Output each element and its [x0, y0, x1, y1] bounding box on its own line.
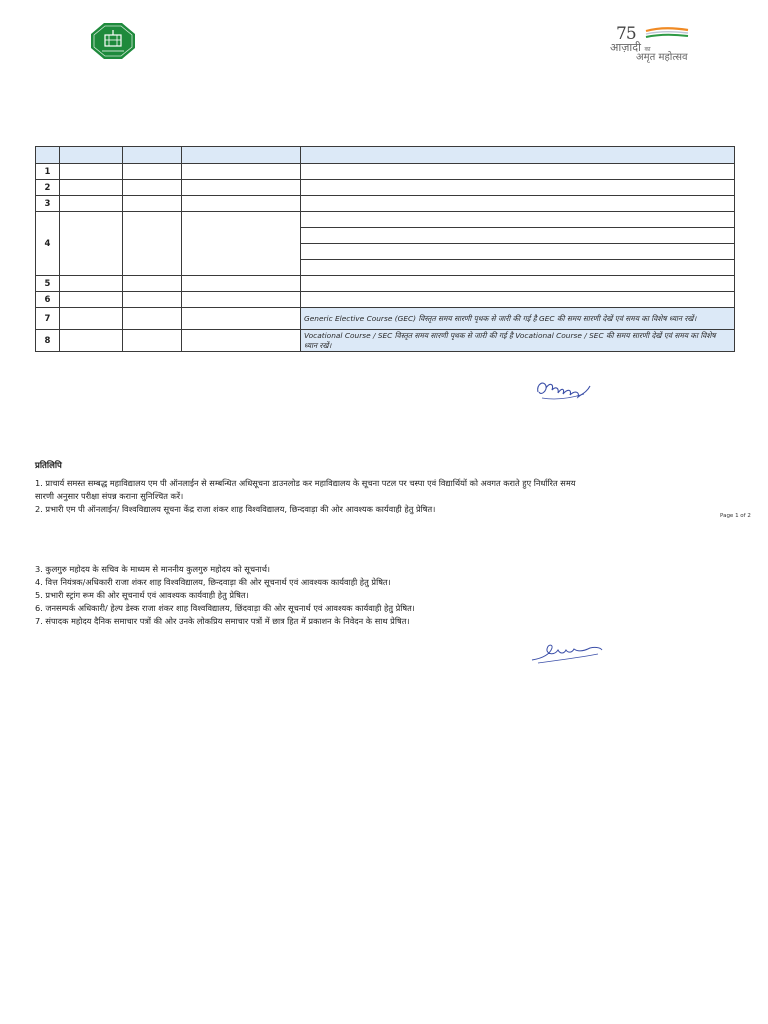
vocational-note: Vocational Course / SEC विस्तृत समय सारणी पृथक से जारी की गई है Vocational Course / SEC की समय सारणी देखें एवं समय का विशेष ध्यान रखें।: [301, 330, 735, 352]
table-row: [36, 196, 735, 212]
table-row: [36, 212, 735, 228]
copy-line: 3. कुलगुरु महोदय के सचिव के माध्यम से माननीय कुलगुरु महोदय को सूचनार्थ।: [35, 564, 271, 574]
row-number: 3: [36, 196, 60, 212]
logo-text-line1: आज़ादी का: [610, 41, 651, 54]
copy-line: 7. संपादक महोदय दैनिक समाचार पत्रों की ओर उनके लोकप्रिय समाचार पत्रों में छात्र हित में प्रकाशन के निवेदन के साथ प्रेषित।: [35, 616, 410, 626]
row-number: 7: [36, 308, 60, 330]
table-row: [36, 276, 735, 292]
header-cell: [182, 147, 301, 164]
exam-schedule-table: [35, 146, 735, 352]
copy-line: 5. प्रभारी स्ट्रांग रूम की ओर सूचनार्थ एवं आवश्यक कार्यवाही हेतु प्रेषित।: [35, 590, 249, 600]
table-row: [36, 330, 735, 352]
page-number: Page 1 of 2: [720, 513, 751, 519]
table-row: [36, 292, 735, 308]
copy-line: सारणी अनुसार परीक्षा संपन्न कराना सुनिश्चित करें।: [35, 491, 184, 501]
copy-heading: प्रतिलिपि: [35, 461, 62, 471]
logo-text-line2: अमृत महोत्सव: [636, 52, 688, 63]
copy-line: 2. प्रभारी एम पी ऑनलाईन/ विश्वविद्यालय सूचना केंद्र राजा शंकर शाह विश्वविद्यालय, छिन्दवाड़ा की ओर आवश्यक कार्यवाही हेतु प्रेषित।: [35, 504, 436, 514]
row-number: 1: [36, 164, 60, 180]
header-cell: [301, 147, 735, 164]
header-cell: [36, 147, 60, 164]
azadi-ka-amrit-mahotsav-logo: [610, 24, 704, 63]
row-number: 6: [36, 292, 60, 308]
table-row: [36, 180, 735, 196]
row-number: 2: [36, 180, 60, 196]
table-row: [36, 308, 735, 330]
header-cell: [60, 147, 123, 164]
row-number: 5: [36, 276, 60, 292]
signature-image: [532, 374, 594, 406]
logo-number: 75: [616, 24, 636, 44]
row-number: 8: [36, 330, 60, 352]
signature-image: [528, 638, 606, 666]
university-seal-icon: [90, 22, 136, 60]
flag-stripes-icon: [644, 27, 690, 38]
table-row: [36, 164, 735, 180]
row-number: 4: [36, 212, 60, 276]
copy-line: 1. प्राचार्य समस्त सम्बद्ध महाविद्यालय एम पी ऑनलाईन से सम्बन्धित अधिसूचना डाउनलोड कर महाविद्यालय के सूचना पटल पर चस्पा एवं विद्यार्थियों को अवगत कराते हुए निर्धारित समय: [35, 478, 576, 488]
table-header-row: [36, 147, 735, 164]
copy-line: 4. वित्त नियंत्रक/अधिकारी राजा शंकर शाह विश्वविद्यालय, छिन्दवाड़ा की ओर सूचनार्थ एवं आवश्यक कार्यवाही हेतु प्रेषित।: [35, 577, 391, 587]
copy-line: 6. जनसम्पर्क अधिकारी/ हेल्प डेस्क राजा शंकर शाह विश्वविद्यालय, छिंदवाड़ा की ओर सूचनार्थ एवं आवश्यक कार्यवाही हेतु प्रेषित।: [35, 603, 415, 613]
gec-note: Generic Elective Course (GEC) विस्तृत समय सारणी पृथक से जारी की गई है GEC की समय सारणी देखें एवं समय का विशेष ध्यान रखें।: [301, 308, 735, 330]
header-cell: [123, 147, 182, 164]
